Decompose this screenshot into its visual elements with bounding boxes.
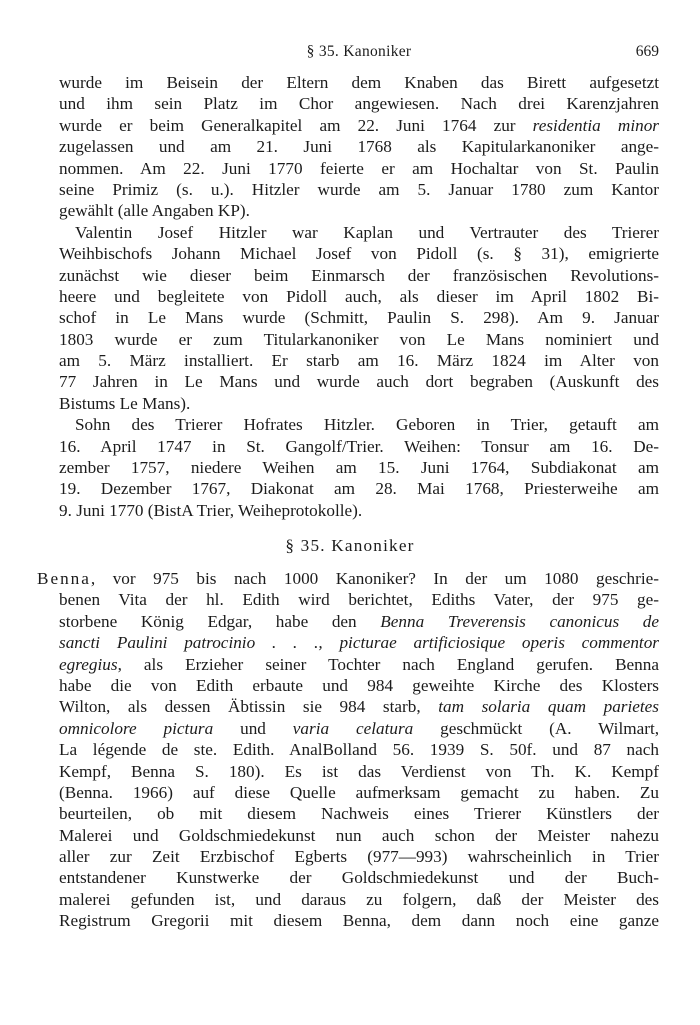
text-line: zember 1757, niedere Weihen am 15. Juni 1764, Subdiakonat am xyxy=(59,458,659,478)
page-number: 669 xyxy=(635,43,659,60)
text-line: malerei gefunden ist, und daraus zu folgern, daß der Meister des xyxy=(59,889,659,909)
text-line: Kempf, Benna S. 180). Es ist das Verdienst von Th. K. Kempf xyxy=(59,761,659,781)
canon-entry xyxy=(37,568,659,932)
text-line: entstandener Kunstwerke der Goldschmiedekunst und der Buch- xyxy=(59,868,659,888)
text-line: nommen. Am 22. Juni 1770 feierte er am Hochaltar von St. Paulin xyxy=(59,158,659,178)
text-line: 9. Juni 1770 (BistA Trier, Weiheprotokolle). xyxy=(59,500,363,520)
text-line: zunächst wie dieser beim Einmarsch der französischen Revolutions- xyxy=(59,265,659,285)
text-line: storbene König Edgar, habe den Benna Treverensis canonicus de xyxy=(59,611,659,631)
text-line: Weihbischofs Johann Michael Josef von Pidoll (s. § 31), emigrierte xyxy=(59,244,659,264)
text-line: aller zur Zeit Erzbischof Egberts (977—993) wahrscheinlich in Trier xyxy=(59,847,659,867)
text-line: und ihm sein Platz im Chor angewiesen. Nach drei Karenzjahren xyxy=(59,94,659,114)
text-line: omnicolore pictura und varia celatura geschmückt (A. Wilmart, xyxy=(59,718,660,738)
text-line: Benna, vor 975 bis nach 1000 Kanoniker? In der um 1080 geschrie- xyxy=(37,569,659,588)
section-heading: § 35. Kanoniker xyxy=(285,536,415,555)
text-line: heere und begleitete von Pidoll auch, als dieser im April 1802 Bi- xyxy=(59,286,659,306)
entry-name: Benna xyxy=(37,569,91,588)
text-line: zugelassen und am 21. Juni 1768 als Kapitularkanoniker ange- xyxy=(59,137,659,157)
text-line: Valentin Josef Hitzler war Kaplan und Vertrauter des Trierer xyxy=(75,222,659,242)
text-line: 19. Dezember 1767, Diakonat am 28. Mai 1768, Priesterweihe am xyxy=(59,479,659,499)
text-line: 77 Jahren in Le Mans und wurde auch dort begraben (Auskunft des xyxy=(59,372,659,392)
italic-term: residentia minor xyxy=(532,115,659,135)
text-line: gewählt (alle Angaben KP). xyxy=(59,201,250,221)
text-line: 1803 wurde er zum Titularkanoniker von Le Mans nominiert und xyxy=(59,329,659,349)
text-line: seine Primiz (s. u.). Hitzler wurde am 5. Januar 1780 zum Kantor xyxy=(59,179,659,199)
text-line: wurde im Beisein der Eltern dem Knaben das Birett aufgesetzt xyxy=(59,73,659,92)
running-head xyxy=(59,43,659,65)
text-line: habe die von Edith erbaute und 984 geweihte Kirche des Klosters xyxy=(59,675,659,695)
body-text xyxy=(59,72,659,521)
text-line: (Benna. 1966) auf diese Quelle aufmerksam gemacht zu haben. Zu xyxy=(59,782,659,802)
text-line: wurde er beim Generalkapitel am 22. Juni 1764 zur residentia minor xyxy=(59,115,659,135)
text-line: Sohn des Trierer Hofrates Hitzler. Geboren in Trier, getauft am xyxy=(75,415,659,435)
text-line: schof in Le Mans wurde (Schmitt, Paulin S. 298). Am 9. Januar xyxy=(59,308,659,328)
text-line: 16. April 1747 in St. Gangolf/Trier. Weihen: Tonsur am 16. De- xyxy=(59,436,659,456)
text-line: am 5. März installiert. Er starb am 16. März 1824 im Alter von xyxy=(59,351,659,371)
text-line: Malerei und Goldschmiedekunst nun auch schon der Meister nahezu xyxy=(59,825,659,845)
text-line: Bistums Le Mans). xyxy=(59,393,191,413)
text-line: egregius, als Erzieher seiner Tochter nach England gerufen. Benna xyxy=(59,654,659,674)
text-line: benen Vita der hl. Edith wird berichtet, Ediths Vater, der 975 ge- xyxy=(59,590,659,610)
text-line: beurteilen, ob mit diesem Nachweis eines Trierer Künstlers der xyxy=(59,804,659,824)
text-line: Registrum Gregorii mit diesem Benna, dem dann noch eine ganze xyxy=(59,911,659,931)
running-title: § 35. Kanoniker xyxy=(306,43,412,60)
text-line: La légende de ste. Edith. AnalBolland 56. 1939 S. 50f. und 87 nach xyxy=(59,740,659,760)
text-line: sancti Paulini patrocinio . . ., picturae artificiosique operis commentor xyxy=(59,633,659,653)
text-line: Wilton, als dessen Äbtissin sie 984 starb, tam solaria quam parietes xyxy=(59,697,659,717)
